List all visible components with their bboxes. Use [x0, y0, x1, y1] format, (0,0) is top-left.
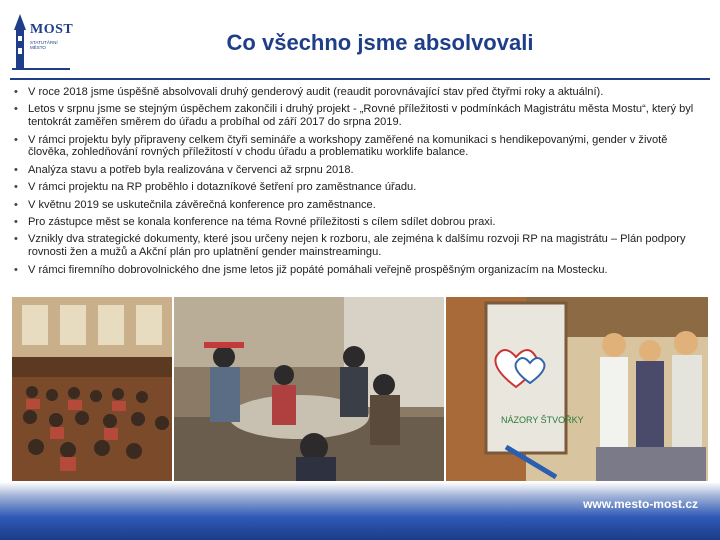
conference-hall-photo: [12, 297, 172, 481]
footer-band: [0, 482, 720, 540]
bullet-item: • V roce 2018 jsme úspěšně absolvovali druhý genderový audit (reaudit porovnávající stav před čtyřmi roky a aktuální).: [14, 86, 710, 99]
bullet-item: • Vznikly dva strategické dokumenty, které jsou určeny nejen k rozboru, ale zejména k dalšímu rozvoji RP na magistrátu – Plán podpory rovnosti žen a mužů a Akční plán pro uplatnění gender mainstreamingu.: [14, 233, 710, 259]
bullet-item: • V rámci projektu na RP proběhlo i dotazníkové šetření pro zaměstnance úřadu.: [14, 181, 710, 194]
website-url: www.mesto-most.cz: [583, 497, 698, 511]
title-divider: [10, 78, 710, 80]
bullet-item: • Letos v srpnu jsme se stejným úspěchem zakončili i druhý projekt - „Rovné příležitosti v podmínkách Magistrátu města Mostu“, který byl tentokrát zaměřen směrem do úřadu a probíhal od září 2017 do srpna 2019.: [14, 103, 710, 129]
bullet-item: • Analýza stavu a potřeb byla realizována v červenci až srpnu 2018.: [14, 164, 710, 177]
workshop-photo: [174, 297, 444, 481]
volunteers-photo: [446, 297, 708, 481]
page-title: Co všechno jsme absolvovali: [226, 30, 534, 55]
window-text: NÁZORY ŠTVOŘKY: [501, 415, 584, 425]
bullet-item: • Pro zástupce měst se konala konference na téma Rovné příležitosti s cílem sdílet dobrou praxi.: [14, 216, 710, 229]
bullet-item: • V květnu 2019 se uskutečnila závěrečná konference pro zaměstnance.: [14, 199, 710, 212]
bullet-item: • V rámci projektu byly připraveny celkem čtyři semináře a workshopy zaměřené na komunikaci s hendikepovanými, gender v životě člověka, zohledňování rovných příležitostí v chodu úřadu a problematiku worklife balance.: [14, 134, 710, 160]
city-logo: [10, 12, 72, 74]
bullet-item: • V rámci firemního dobrovolnického dne jsme letos již popáté pomáhali veřejně prospěšným organizacím na Mostecku.: [14, 264, 710, 277]
photo-strip: [12, 297, 708, 481]
logo-word: MOST: [30, 22, 74, 37]
bullet-list: [14, 86, 710, 281]
logo-subtitle: STATUTÁRNÍ MĚSTO: [30, 40, 58, 50]
header: [0, 0, 720, 80]
